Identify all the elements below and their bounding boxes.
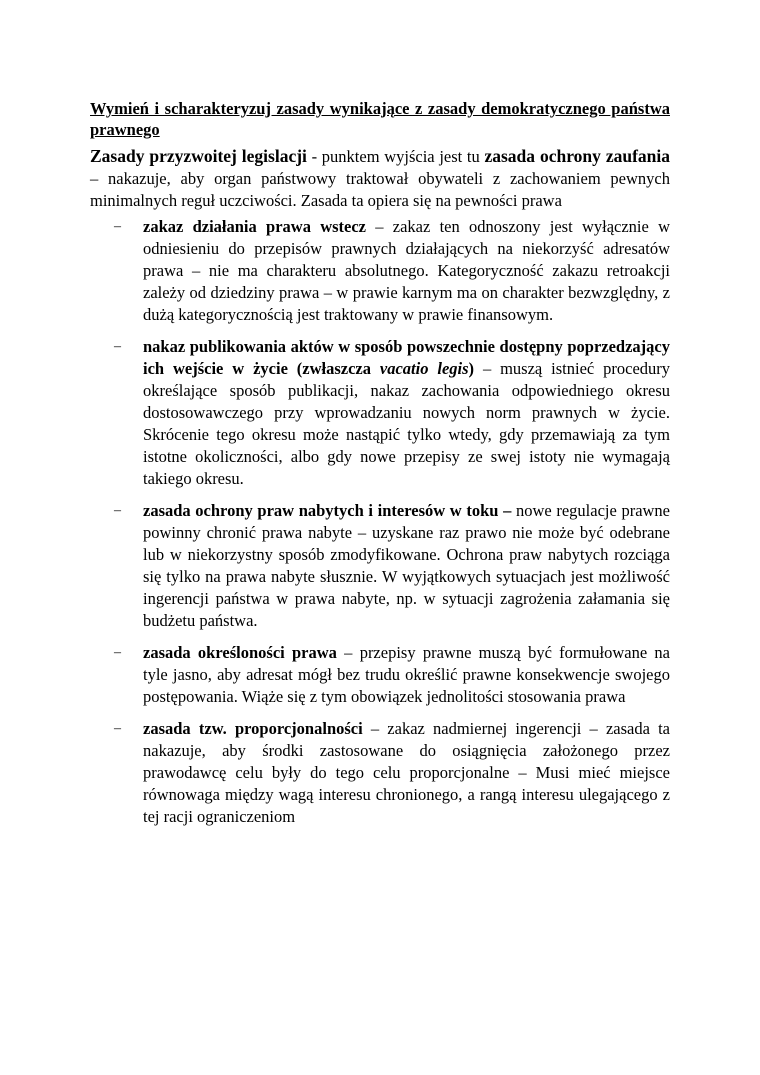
item-text: – zakaz ten odnoszony jest wyłącznie w odniesieniu do przepisów prawnych działających na niekorzyść adresatów prawa – nie ma charakteru absolutnego. Kategoryczność zakazu retroakcji zależy od dziedziny prawa – w prawie karnym ma on charakter bezwzględny, z dużą kategorycznością jest traktowany w prawie finansowym. bbox=[143, 217, 670, 324]
intro-bold-trust: zasada ochrony zaufania bbox=[484, 146, 670, 166]
item-heading-italic: vacatio legis bbox=[379, 359, 469, 378]
document-page bbox=[90, 98, 670, 838]
item-text: nowe regulacje prawne powinny chronić prawa nabyte – uzyskane raz prawo nie może być odebrane lub w niekorzystny sposób zmodyfikowane. Ochrona praw nabytych rozciąga się tylko na prawa nabyte słusznie. W wyjątkowych sytuacjach jest możliwość ingerencji państwa w prawa nabyte, np. w sytuacji zagrożenia załamania się budżetu państwa. bbox=[143, 501, 671, 630]
list-item-proportionality bbox=[90, 718, 670, 828]
intro-bold-legislation: Zasady przyzwoitej legislacji bbox=[90, 146, 307, 166]
list-item-determinacy bbox=[90, 642, 670, 708]
intro-text-1: - punktem wyjścia jest tu bbox=[306, 147, 485, 166]
item-text: – muszą istnieć procedury określające sposób publikacji, nakaz zachowania odpowiedniego okresu dostosowawczego przy wprowadzaniu nowych norm prawnych w życie. Skrócenie tego okresu może nastąpić tylko wtedy, gdy przemawiają za tym istotne okoliczności, albo gdy nowe przepisy ze swej istoty nie wymagają takiego okresu. bbox=[143, 359, 671, 488]
bullet-dash: – bbox=[114, 503, 121, 518]
intro-text-2: – nakazuje, aby organ państwowy traktował obywateli z zachowaniem pewnych minimalnych reguł uczciwości. Zasada ta opiera się na pewności prawa bbox=[90, 169, 670, 210]
item-heading: zakaz działania prawa wstecz bbox=[143, 217, 367, 236]
item-heading: zasada określoności prawa bbox=[143, 643, 337, 662]
list-item-retroaction bbox=[90, 216, 670, 326]
intro-paragraph bbox=[90, 145, 670, 212]
item-heading: zasada tzw. proporcjonalności bbox=[143, 719, 363, 738]
principles-list bbox=[90, 216, 670, 828]
item-heading: nakaz publikowania aktów w sposób powszechnie dostępny poprzedzający ich wejście w życie (zwłaszcza bbox=[143, 337, 670, 378]
item-text: – przepisy prawne muszą być formułowane na tyle jasno, aby adresat mógł bez trudu określić prawne konsekwencje swojego postępowania. Wiąże się z tym obowiązek jednolitości stosowania prawa bbox=[143, 643, 670, 706]
item-text: – zakaz nadmiernej ingerencji – zasada ta nakazuje, aby środki zastosowane do osiągnięcia założonego przez prawodawcę celu były do tego celu proporcjonalne – Musi mieć miejsce równowaga między wagą interesu chronionego, a rangą interesu ulegającego z tej racji ograniczeniom bbox=[143, 719, 670, 826]
list-item-acquired-rights bbox=[90, 500, 670, 632]
item-heading-end: ) bbox=[468, 359, 475, 378]
document-title: Wymień i scharakteryzuj zasady wynikające z zasady demokratycznego państwa prawnego bbox=[90, 99, 670, 139]
list-item-publication bbox=[90, 336, 670, 490]
bullet-dash: – bbox=[114, 645, 121, 660]
bullet-dash: – bbox=[114, 339, 121, 354]
item-heading: zasada ochrony praw nabytych i interesów w toku – bbox=[143, 501, 512, 520]
bullet-dash: – bbox=[114, 219, 121, 234]
bullet-dash: – bbox=[114, 721, 121, 736]
